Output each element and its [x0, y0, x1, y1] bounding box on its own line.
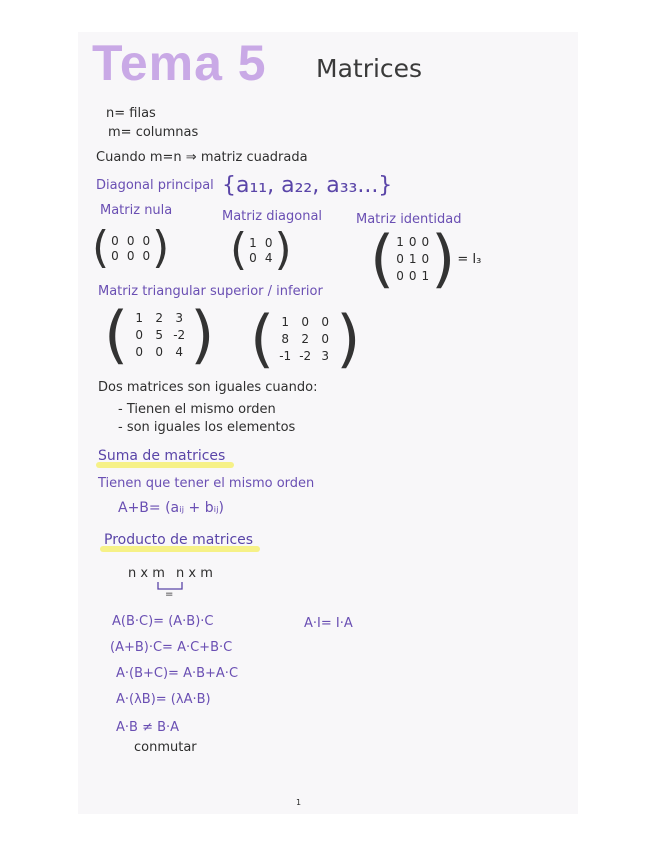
suma-formula: A+B= (aᵢⱼ + bᵢⱼ): [118, 500, 225, 516]
property-scalar: A·(λB)= (λA·B): [116, 692, 211, 707]
cell: 1: [421, 269, 430, 283]
cell: 4: [264, 250, 273, 265]
dims-right: n x m: [176, 566, 213, 581]
property-distributive-left: A·(B+C)= A·B+A·C: [116, 666, 239, 681]
cell: 2: [155, 311, 164, 325]
matrix-triangular-inferior: [250, 302, 361, 375]
matrix-superior-grid: [128, 311, 190, 359]
cell: -1: [279, 349, 292, 363]
cell: -2: [299, 349, 312, 363]
cell: 0: [301, 315, 310, 329]
cell: 0: [264, 235, 273, 250]
cell: 0: [421, 252, 430, 266]
matrix-triangular-superior: [104, 298, 215, 371]
property-identity: A·I= I·A: [304, 616, 353, 631]
diagonal-label: Diagonal principal: [96, 178, 214, 193]
property-distributive-right: (A+B)·C= A·C+B·C: [110, 640, 233, 655]
cell: 0: [321, 332, 330, 346]
heading-suma: Suma de matrices: [98, 448, 226, 464]
heading-producto: Producto de matrices: [104, 532, 254, 548]
paren-left: (: [104, 298, 129, 371]
cell: 0: [111, 233, 119, 248]
cell: 5: [155, 328, 164, 342]
square-matrix-note: Cuando m=n ⇒ matriz cuadrada: [96, 150, 308, 165]
paren-left: (: [230, 224, 248, 275]
label-matriz-nula: Matriz nula: [100, 203, 173, 218]
matrix-identidad-grid: [394, 235, 431, 283]
cell: 0: [142, 248, 151, 263]
definition-columns: m= columnas: [108, 125, 199, 140]
matrix-nula-grid: [109, 234, 152, 263]
cell: 1: [135, 311, 144, 325]
identity-equals: = I₃: [457, 251, 482, 267]
matrix-identidad: [370, 222, 482, 295]
cell: 1: [249, 235, 257, 250]
page-number: 1: [296, 798, 302, 807]
cell: 1: [408, 252, 417, 266]
cell: 0: [249, 250, 257, 265]
cell: 1: [281, 315, 290, 329]
cell: 1: [396, 235, 404, 249]
equality-item: - son iguales los elementos: [118, 420, 296, 435]
cell: 0: [408, 235, 417, 249]
cell: -2: [173, 328, 186, 342]
cell: 3: [321, 349, 330, 363]
property-associative: A(B·C)= (A·B)·C: [112, 614, 214, 629]
cell: 0: [408, 269, 417, 283]
commute-note: conmutar: [134, 740, 197, 755]
cell: 0: [396, 269, 404, 283]
cell: 4: [175, 345, 184, 359]
cell: 2: [301, 332, 310, 346]
cell: 0: [111, 248, 119, 263]
matrix-inferior-grid: [274, 315, 336, 363]
suma-rule: Tienen que tener el mismo orden: [98, 476, 315, 491]
dims-left: n x m: [128, 566, 165, 581]
cell: 0: [421, 235, 430, 249]
cell: 0: [155, 345, 164, 359]
cell: 0: [396, 252, 404, 266]
definition-rows: n= filas: [106, 106, 156, 121]
equality-item: - Tienen el mismo orden: [118, 402, 276, 417]
label-matriz-identidad: Matriz identidad: [356, 212, 462, 227]
paren-right: ): [190, 298, 215, 371]
matrix-diagonal: [230, 224, 292, 275]
dims-equal: =: [165, 589, 174, 600]
property-not-commutative: A·B ≠ B·A: [116, 720, 180, 735]
subject-title: Matrices: [316, 54, 423, 83]
matrix-nula: [92, 222, 170, 273]
cell: 8: [281, 332, 290, 346]
matrix-diagonal-grid: [247, 236, 274, 265]
label-matriz-triangular: Matriz triangular superior / inferior: [98, 284, 323, 299]
diagonal-set: {a₁₁, a₂₂, a₃₃...}: [222, 173, 393, 198]
cell: 0: [135, 328, 144, 342]
paren-right: ): [274, 224, 292, 275]
paren-left: (: [92, 222, 110, 273]
paren-left: (: [370, 222, 395, 295]
cell: 0: [321, 315, 330, 329]
paren-left: (: [250, 302, 275, 375]
cell: 3: [175, 311, 184, 325]
cell: 0: [142, 233, 151, 248]
cell: 0: [126, 233, 135, 248]
equality-intro: Dos matrices son iguales cuando:: [98, 380, 318, 395]
paren-right: ): [152, 222, 170, 273]
paren-right: ): [431, 222, 456, 295]
cell: 0: [126, 248, 135, 263]
chapter-title: Tema 5: [92, 35, 267, 91]
paren-right: ): [336, 302, 361, 375]
label-matriz-diagonal: Matriz diagonal: [222, 209, 323, 224]
cell: 0: [135, 345, 144, 359]
